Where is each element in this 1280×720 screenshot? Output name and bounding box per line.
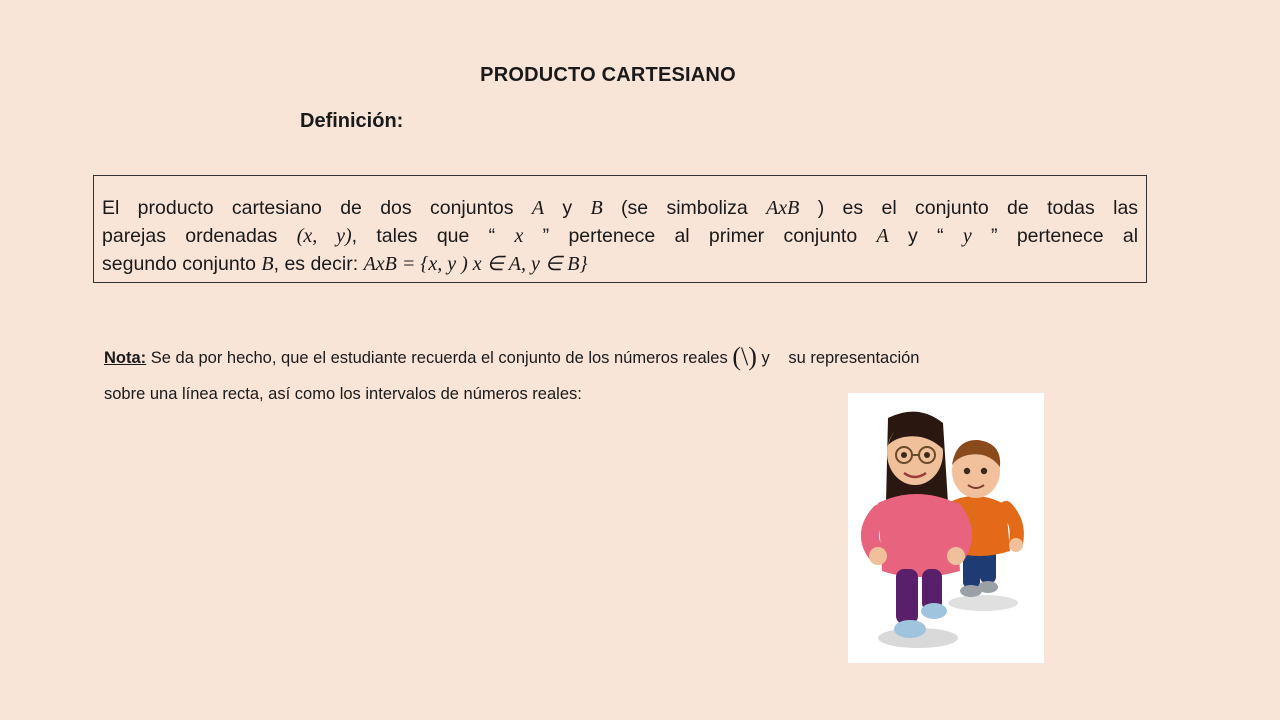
note-paragraph: Nota: Se da por hecho, que el estudiante recuerda el conjunto de los números reales (\) y su representación sobre una línea recta, así como los intervalos de números reales: [104,342,920,403]
real-numbers-symbol: (\) [732,342,757,371]
page-title: PRODUCTO CARTESIANO [480,64,736,86]
definition-formula: AxB = {x, y ) x ∈ A, y ∈ B} [363,253,588,275]
definition-line-1: El producto cartesiano de dos conjuntos A y B (se simboliza AxB ) es el conjunto de todas las [102,197,1139,219]
note-label: Nota: [104,349,147,367]
definition-heading: Definición: [300,110,404,132]
definition-box [93,175,1147,283]
definition-line-3: segundo conjunto B, es decir: AxB = {x, y ) x ∈ A, y ∈ B} [102,253,588,275]
definition-line-2: parejas ordenadas (x, y), tales que “ x ” pertenece al primer conjunto A y “ y ” pertenece al [102,225,1139,247]
two-children-running-icon [848,393,1044,663]
